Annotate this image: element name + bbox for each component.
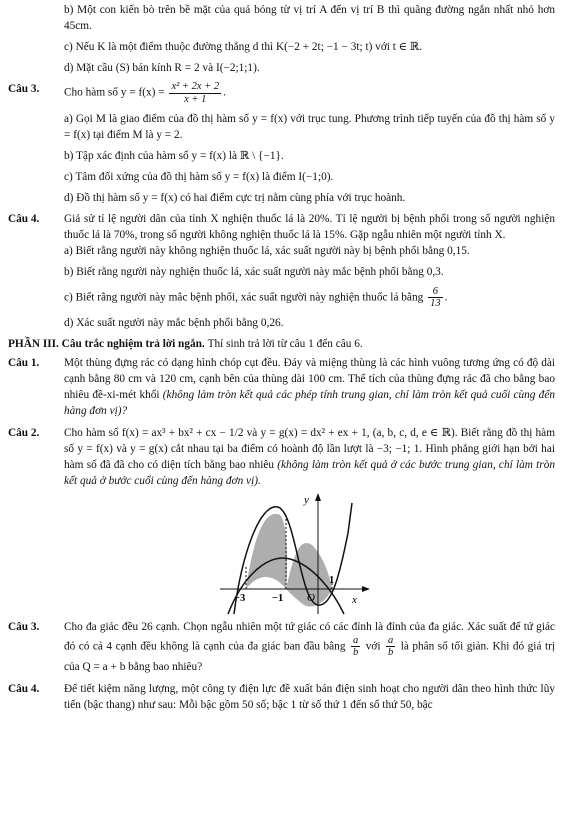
y-label: y — [304, 493, 309, 506]
prev-item-b: b) Một con kiến bò trên bề mặt của quả bóng từ vị trí A đến vị trí B thì quãng đường ngắn nhất nhỏ hơn 45cm. — [64, 4, 555, 33]
x-axis-arrow — [362, 586, 370, 592]
part3-question-1: Câu 1. Một thùng đựng rác có dạng hình chóp cụt đều. Đáy và miệng thùng là các hình vuông tương ứng có độ dài cạnh bằng 80 cm và 120 cm, cạnh bên của thùng dài 100 cm. Thể tích của thùng đựng rác đã cho bằng bao nhiêu đề-xi-mét khối (không làm tròn kết quả các phép tính trung gian, chỉ làm tròn kết quả cuối cùng đến hàng đơn vị)? — [8, 356, 555, 417]
origin-label: O — [307, 591, 315, 604]
q4-item-d: d) Xác suất người này mắc bệnh phổi bằng 0,26. — [64, 316, 284, 329]
question-stem: Giả sử tỉ lệ người dân của tỉnh X nghiện thuốc lá là 20%. Tỉ lệ người bị bệnh phổi trong số người nghiện thuốc lá là 70%, trong số người không nghiện thuốc lá là 15%. Gặp ngẫu nhiên một người tỉnh X. — [64, 213, 555, 242]
q4-item-b: b) Biết rằng người này nghiện thuốc lá, xác suất người này mắc bệnh phổi bằng 0,3. — [64, 266, 444, 279]
question-stem: Cho hàm số y = f(x) = — [64, 86, 165, 99]
part3-question-4 — [8, 681, 555, 713]
question-3: Câu 3. Cho hàm số y = f(x) = $\frac{\text{x² + 2x + 2}}{x + 1}$ . — [8, 81, 226, 105]
fraction: $\frac{\text{x² + 2x + 2}}{x + 1}$ — [171, 81, 220, 105]
shaded-region-left — [246, 514, 287, 589]
graph-svg — [220, 493, 370, 615]
q4-item-a: a) Biết rằng người này không nghiện thuốc lá, xác suất người này bị bệnh phổi bằng 0,15. — [64, 245, 470, 258]
tick-label-neg3: −3 — [234, 592, 246, 604]
x-label: x — [352, 593, 357, 606]
part3-question-3: Câu 3. Cho đa giác đều 26 cạnh. Chọn ngẫu nhiên một tứ giác có các đỉnh là đỉnh của đa giác. Xác suất để tứ giác đó có cả 4 cạnh đều không là cạnh của đa giác ban đầu bằng $\frac{a}{b}$ với $\frac{a}{b}$ là phân số tối giản. Khi đó giá trị của Q = a + b bằng bao nhiêu? — [8, 620, 555, 674]
q3-item-c: c) Tâm đối xứng của đồ thị hàm số y = f(x) là điểm I(−1;0). — [64, 171, 334, 184]
q4-item-c: c) Biết rằng người này mắc bệnh phổi, xác suất người này nghiện thuốc lá bằng $\frac{6}{13}$ . — [64, 285, 448, 310]
function-graph — [220, 493, 370, 615]
fraction: $\frac{6}{13}$ — [430, 285, 441, 310]
fraction: $\frac{a}{b}$ — [387, 634, 394, 659]
question-stem: Để tiết kiệm năng lượng, một công ty điện lực đề xuất bán điện sinh hoạt cho người dân theo hình thức lũy tiến (bậc thang) như sau: Mỗi bậc gồm 50 số; bậc 1 từ số thứ 1 đến số thứ 50, bậc — [64, 683, 555, 712]
prev-item-c: c) Nếu K là một điểm thuộc đường thẳng d thì K(−2 + 2t; −1 − 3t; t) với t ∈ ℝ. — [64, 41, 423, 54]
question-4 — [8, 211, 555, 243]
question-label: Câu 3. — [8, 83, 40, 96]
part3-question-2: Câu 2. Cho hàm số f(x) = ax³ + bx² + cx − 1/2 và y = g(x) = dx² + ex + 1, (a, b, c, d, e ∈ ℝ). Biết rằng đồ thị hàm số y = f(x) và y = g(x) cắt nhau tại ba điểm có hoành độ lần lượt là −3; −1; 1. Hình phẳng giới hạn bởi hai hàm số đã đã cho có diện tích bằng bao nhiêu (không làm tròn kết quả ở các bước trung gian, chỉ làm tròn kết quả ở bước cuối cùng đến hàng đơn vị). — [8, 426, 555, 487]
tick-label-1: 1 — [329, 574, 335, 586]
question-label: Câu 2. — [8, 426, 40, 439]
tick-label-neg1: −1 — [272, 592, 284, 604]
y-axis-arrow — [315, 493, 321, 501]
q3-item-d: d) Đồ thị hàm số y = f(x) có hai điểm cực trị nằm cùng phía với trục hoành. — [64, 192, 406, 205]
question-label: Câu 4. — [8, 213, 40, 226]
question-label: Câu 3. — [8, 620, 40, 633]
q3-item-b: b) Tập xác định của hàm số y = f(x) là ℝ \ {−1}. — [64, 150, 284, 163]
question-label: Câu 1. — [8, 356, 40, 369]
section-heading: PHẦN III. Câu trắc nghiệm trả lời ngắn. Thí sinh trả lời từ câu 1 đến câu 6. — [8, 337, 363, 350]
question-label: Câu 4. — [8, 683, 40, 696]
prev-item-d: d) Mặt cầu (S) bán kính R = 2 và I(−2;1;1). — [64, 62, 260, 75]
fraction: $\frac{a}{b}$ — [352, 634, 359, 659]
q3-item-a: a) Gọi M là giao điểm của đồ thị hàm số y = f(x) với trục tung. Phương trình tiếp tuyến của đồ thị hàm số y = f(x) tại điểm M là y = 2. — [64, 113, 555, 142]
